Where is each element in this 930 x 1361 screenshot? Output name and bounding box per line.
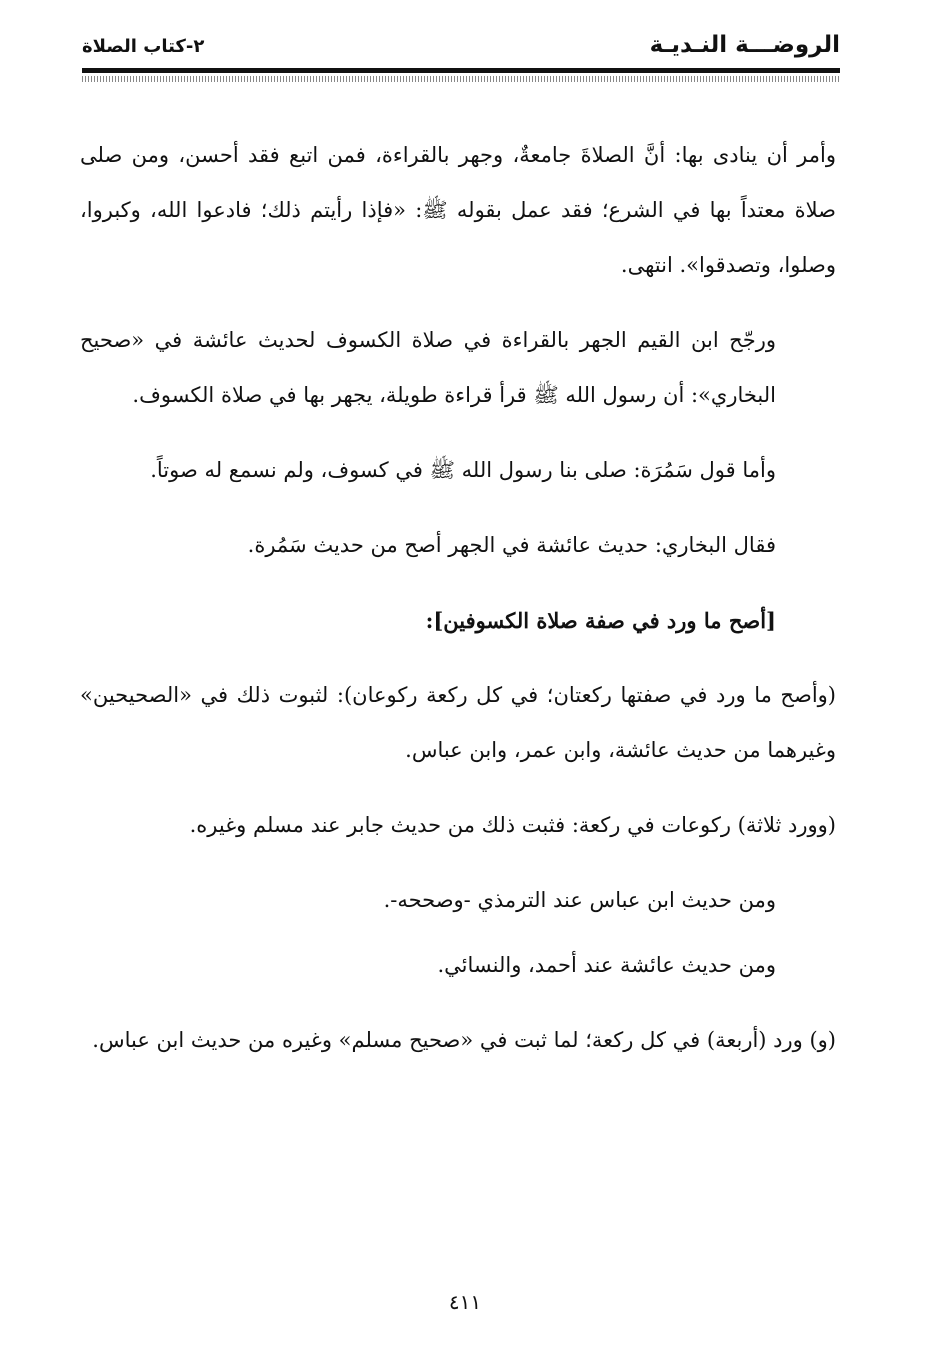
paragraph: وأما قول سَمُرَة: صلى بنا رسول الله ﷺ في كسوف، ولم نسمع له صوتاً.: [150, 458, 776, 482]
paragraph: (وأصح ما ورد في صفتها ركعتان؛ في كل ركعة ركوعان): لثبوت ذلك في «الصحيحين» وغيرهما من حديث عائشة، وابن عمر، وابن عباس.: [80, 683, 836, 762]
book-title: الروضـــة النـديـة: [649, 32, 840, 58]
page-body: [80, 128, 836, 1088]
header-rule-hatched: [82, 76, 840, 82]
paragraph: ومن حديث ابن عباس عند الترمذي -وصححه-.: [383, 888, 776, 912]
chapter-title: ٢-كتاب الصلاة: [82, 36, 205, 57]
paragraph: وأمر أن ينادى بها: أنَّ الصلاةَ جامعةٌ، وجهر بالقراءة، فمن اتبع فقد أحسن، ومن صلى صلاة معتداً بها في الشرع؛ فقد عمل بقوله ﷺ: «فإذا رأيتم ذلك؛ فادعوا الله، وكبروا، وصلوا، وتصدقوا». انتهى.: [80, 143, 836, 277]
paragraph: (وورد ثلاثة) ركوعات في ركعة: فثبت ذلك من حديث جابر عند مسلم وغيره.: [189, 813, 836, 837]
paragraph: ومن حديث عائشة عند أحمد، والنسائي.: [437, 953, 776, 977]
page-number: ٤١١: [448, 1290, 482, 1314]
paragraph: (و) ورد (أربعة) في كل ركعة؛ لما ثبت في «صحيح مسلم» وغيره من حديث ابن عباس.: [92, 1028, 836, 1052]
header-rule: [82, 68, 840, 73]
paragraph: ورجّح ابن القيم الجهر بالقراءة في صلاة الكسوف لحديث عائشة في «صحيح البخاري»: أن رسول الله ﷺ قرأ قراءة طويلة، يجهر بها في صلاة الكسوف.: [80, 328, 776, 407]
paragraph: فقال البخاري: حديث عائشة في الجهر أصح من حديث سَمُرة.: [247, 533, 776, 557]
section-heading: [أصح ما ورد في صفة صلاة الكسوفين]:: [425, 608, 776, 633]
running-header: [82, 30, 840, 64]
